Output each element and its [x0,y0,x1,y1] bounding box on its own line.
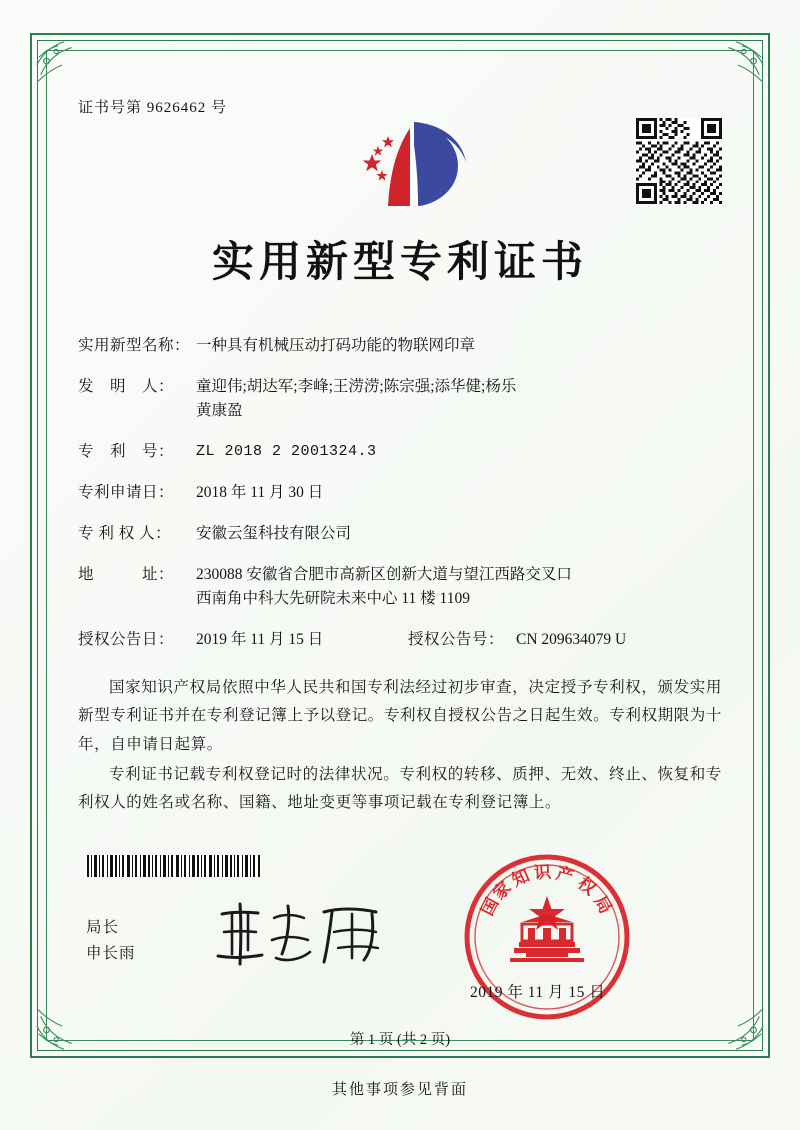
page-title: 实用新型专利证书 [211,240,588,286]
field-label: 发 明 人： [78,378,175,396]
field-grant-row [78,628,722,652]
field-inventors [78,375,722,423]
director-signature [212,898,397,970]
field-value: CN 209634079 U [516,631,627,649]
field-patentee [78,522,722,546]
qr-code [636,118,722,204]
barcode [86,855,261,877]
field-value: 2019 年 11 月 15 日 [196,631,324,649]
field-label: 专利申请日： [78,484,175,502]
field-address [78,563,722,611]
field-value-line2: 黄康盈 [196,402,243,420]
field-value: 安徽云玺科技有限公司 [196,525,352,543]
field-label: 地 址： [78,566,175,584]
svg-text:知: 知 [509,865,533,891]
svg-text:识: 识 [533,862,552,883]
legal-paragraph-2: 专利证书记载专利权登记时的法律状况。专利权的转移、质押、无效、终止、恢复和专利权人的姓名或名称、国籍、地址变更等事项记载在专利登记簿上。 [78,765,722,811]
field-label: 专 利 号： [78,443,175,461]
field-grant-date [78,628,408,652]
page-number: 第 1 页 (共 2 页) [349,1032,451,1048]
field-label: 专 利 权 人： [78,525,172,543]
field-grant-publication-number [408,628,626,652]
field-label: 授权公告日： [78,631,175,649]
field-patent-number [78,440,722,464]
director-name: 申长雨 [86,944,136,962]
svg-text:产: 产 [553,863,576,887]
seal-date: 2019 年 11 月 15 日 [470,984,606,1001]
cnipa-logo-icon [350,110,480,215]
svg-text:局: 局 [590,892,616,917]
field-label: 实用新型名称： [78,337,191,354]
svg-text:国: 国 [477,894,503,919]
legal-paragraph-1: 国家知识产权局依照中华人民共和国专利法经过初步审查，决定授予专利权，颁发实用新型专利证书并在专利登记簿上予以登记。专利权自授权公告之日起生效。专利权期限为十年，自申请日起算。 [78,679,723,753]
svg-text:权: 权 [574,873,600,899]
director-title-label: 局长 [86,919,120,936]
corner-ornament-top-right [709,36,767,94]
field-value: ZL 2018 2 2001324.3 [196,443,377,461]
field-value: 一种具有机械压动打码功能的物联网印章 [196,337,476,354]
field-value [196,375,722,423]
footer-note: 其他事项参见背面 [331,1082,468,1098]
field-utility-model-name [78,334,722,358]
field-value: 2018 年 11 月 30 日 [196,484,324,502]
field-value-line2: 西南角中科大先研院未来中心 11 楼 1109 [196,590,470,608]
svg-text:家: 家 [489,877,515,904]
field-value [196,563,722,611]
field-application-date [78,481,722,505]
certificate-number: 证书号第 9626462 号 [78,100,228,116]
field-value-line1: 童迎伟;胡达军;李峰;王涝涝;陈宗强;添华健;杨乐 [196,378,517,396]
director-block [86,915,136,966]
field-value-line1: 230088 安徽省合肥市高新区创新大道与望江西路交叉口 [196,566,572,584]
corner-ornament-top-left [33,36,91,94]
fields-block [78,334,722,652]
certificate-content [78,96,722,817]
field-label: 授权公告号： [408,631,505,649]
